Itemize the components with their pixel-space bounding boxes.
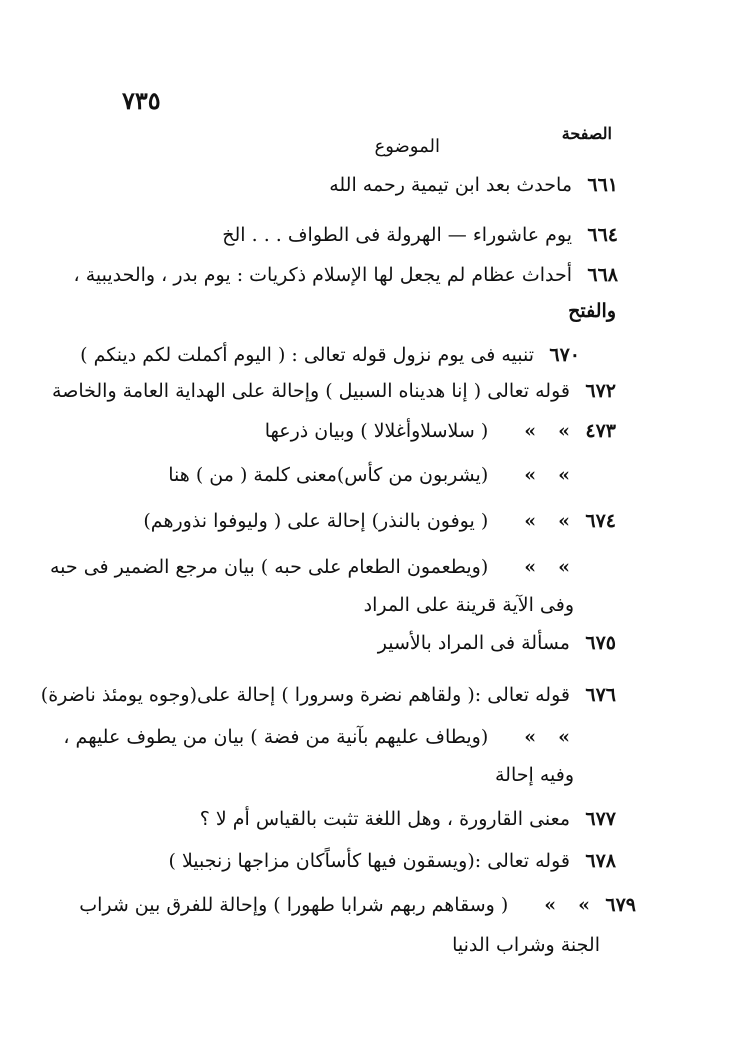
ditto-mark: » xyxy=(558,420,570,442)
topic-column-header: الموضوع xyxy=(374,136,440,157)
ditto-mark: » xyxy=(524,556,537,578)
entry-text: (يشربون من كأس)معنى كلمة ( من ) هنا xyxy=(168,464,489,486)
entry-text: يوم عاشوراء — الهرولة فى الطواف . . . الخ xyxy=(222,224,572,246)
index-entry xyxy=(60,892,636,918)
entry-page-number: ٦٧٤ xyxy=(585,510,616,532)
entry-text: أحداث عظام لم يجعل لها الإسلام ذكريات : يوم بدر ، والحديبية ، xyxy=(73,264,572,286)
index-entry xyxy=(73,262,618,288)
entry-continuation: الجنة وشراب الدنيا xyxy=(452,934,600,956)
index-entry xyxy=(96,630,616,656)
ditto-mark: » xyxy=(524,420,537,442)
page-number: ٧٣٥ xyxy=(122,86,161,115)
index-entry xyxy=(96,508,616,534)
ditto-mark: » xyxy=(524,464,537,486)
page-column-header: الصفحة xyxy=(561,124,612,143)
entry-text: ( يوفون بالنذر) إحالة على ( وليوفوا نذورهم) xyxy=(143,510,489,532)
ditto-mark: » xyxy=(524,726,537,748)
index-entry xyxy=(52,378,616,404)
index-entry xyxy=(96,222,618,248)
entry-text: ( سلاسلاوأغلالا ) وبيان ذرعها xyxy=(264,420,489,442)
entry-text: قوله تعالى :(ويسقون فيها كأساًكان مزاجها زنجبيلا ) xyxy=(168,850,570,872)
entry-text: (ويطاف عليهم بآنية من فضة ) بيان من يطوف عليهم ، xyxy=(63,726,489,748)
entry-text: مسألة فى المراد بالأسير xyxy=(377,632,570,654)
entry-continuation: والفتح xyxy=(568,300,616,322)
ditto-mark: » xyxy=(558,726,570,748)
index-entry xyxy=(80,342,580,368)
ditto-mark: » xyxy=(578,894,590,916)
index-entry xyxy=(49,554,616,580)
ditto-mark: » xyxy=(558,464,570,486)
entry-continuation: وفيه إحالة xyxy=(494,764,574,786)
entry-page-number: ٦٧٢ xyxy=(585,380,616,402)
index-entry xyxy=(96,462,616,488)
entry-page-number: ٦٧٠ xyxy=(549,344,580,366)
index-entry xyxy=(40,682,616,708)
entry-page-number: ٦٧٦ xyxy=(585,684,616,706)
entry-text: قوله تعالى :( ولقاهم نضرة وسرورا ) إحالة على(وجوه يومئذ ناضرة) xyxy=(40,684,570,706)
entry-text: ( وسقاهم ربهم شرابا طهورا ) وإحالة للفرق بين شراب xyxy=(79,894,509,916)
entry-page-number: ٦٧٨ xyxy=(585,850,616,872)
entry-text: قوله تعالى ( إنا هديناه السبيل ) وإحالة على الهداية العامة والخاصة xyxy=(52,380,570,402)
entry-text: معنى القارورة ، وهل اللغة تثبت بالقياس أم لا ؟ xyxy=(199,808,570,830)
ditto-mark: » xyxy=(524,510,537,532)
ditto-mark: » xyxy=(558,510,570,532)
index-entry xyxy=(96,172,618,198)
entry-page-number: ٦٦٨ xyxy=(587,264,618,286)
entry-page-number: ٤٧٣ xyxy=(585,420,616,442)
entry-page-number: ٦٦١ xyxy=(587,174,618,196)
index-entry xyxy=(96,806,616,832)
entry-page-number: ٦٧٧ xyxy=(585,808,616,830)
entry-text: ماحدث بعد ابن تيمية رحمه الله xyxy=(329,174,572,196)
entry-continuation: وفى الآية قرينة على المراد xyxy=(363,594,574,616)
entry-text: تنبيه فى يوم نزول قوله تعالى : ( اليوم أكملت لكم دينكم ) xyxy=(80,344,534,366)
ditto-mark: » xyxy=(558,556,570,578)
entry-text: (ويطعمون الطعام على حبه ) بيان مرجع الضمير فى حبه xyxy=(49,556,489,578)
index-entry xyxy=(96,418,616,444)
entry-page-number: ٦٧٥ xyxy=(585,632,616,654)
index-entry xyxy=(63,724,616,750)
ditto-mark: » xyxy=(544,894,557,916)
entry-page-number: ٦٦٤ xyxy=(587,224,618,246)
index-entry xyxy=(96,848,616,874)
entry-page-number: ٦٧٩ xyxy=(605,894,636,916)
